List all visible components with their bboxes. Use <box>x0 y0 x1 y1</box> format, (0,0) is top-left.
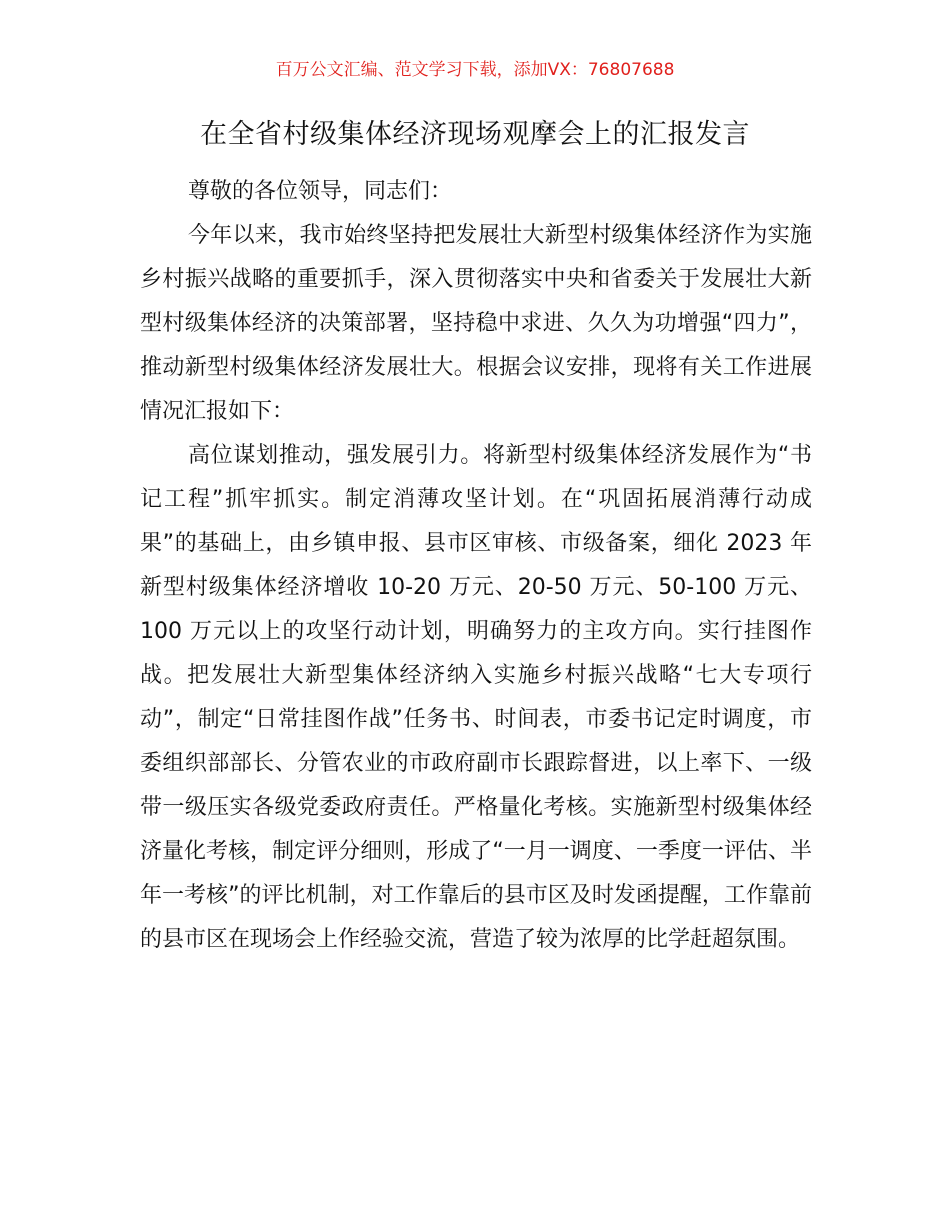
paragraph-intro: 今年以来，我市始终坚持把发展壮大新型村级集体经济作为实施乡村振兴战略的重要抓手，深入贯彻落实中央和省委关于发展壮大新型村级集体经济的决策部署，坚持稳中求进、久久为功增强“四力”，推动新型村级集体经济发展壮大。根据会议安排，现将有关工作进展情况汇报如下： <box>140 223 812 424</box>
paragraph-planning: 高位谋划推动，强发展引力。将新型村级集体经济发展作为“书记工程”抓牢抓实。制定消薄攻坚计划。在“巩固拓展消薄行动成果”的基础上，由乡镇申报、县市区审核、市级备案，细化 2023 年新型村级集体经济增收 10-20 万元、20-50 万元、50-100 万元、100 万元以上的攻坚行动计划，明确努力的主攻方向。实行挂图作战。把发展壮大新型集体经济纳入实施乡村振兴战略“七大专项行动”，制定“日常挂图作战”任务书、时间表，市委书记定时调度，市委组织部部长、分管农业的市政府副市长跟踪督进，以上率下、一级带一级压实各级党委政府责任。严格量化考核。实施新型村级集体经济量化考核，制定评分细则，形成了“一月一调度、一季度一评估、半年一考核”的评比机制，对工作靠后的县市区及时发函提醒，工作靠前的县市区在现场会上作经验交流，营造了较为浓厚的比学赶超氛围。 <box>140 443 812 952</box>
watermark-banner: 百万公文汇编、范文学习下载，添加VX：76807688 <box>275 60 675 80</box>
salutation: 尊敬的各位领导，同志们： <box>188 179 453 204</box>
document-title: 在全省村级集体经济现场观摩会上的汇报发言 <box>200 119 750 150</box>
document-body <box>140 170 812 962</box>
